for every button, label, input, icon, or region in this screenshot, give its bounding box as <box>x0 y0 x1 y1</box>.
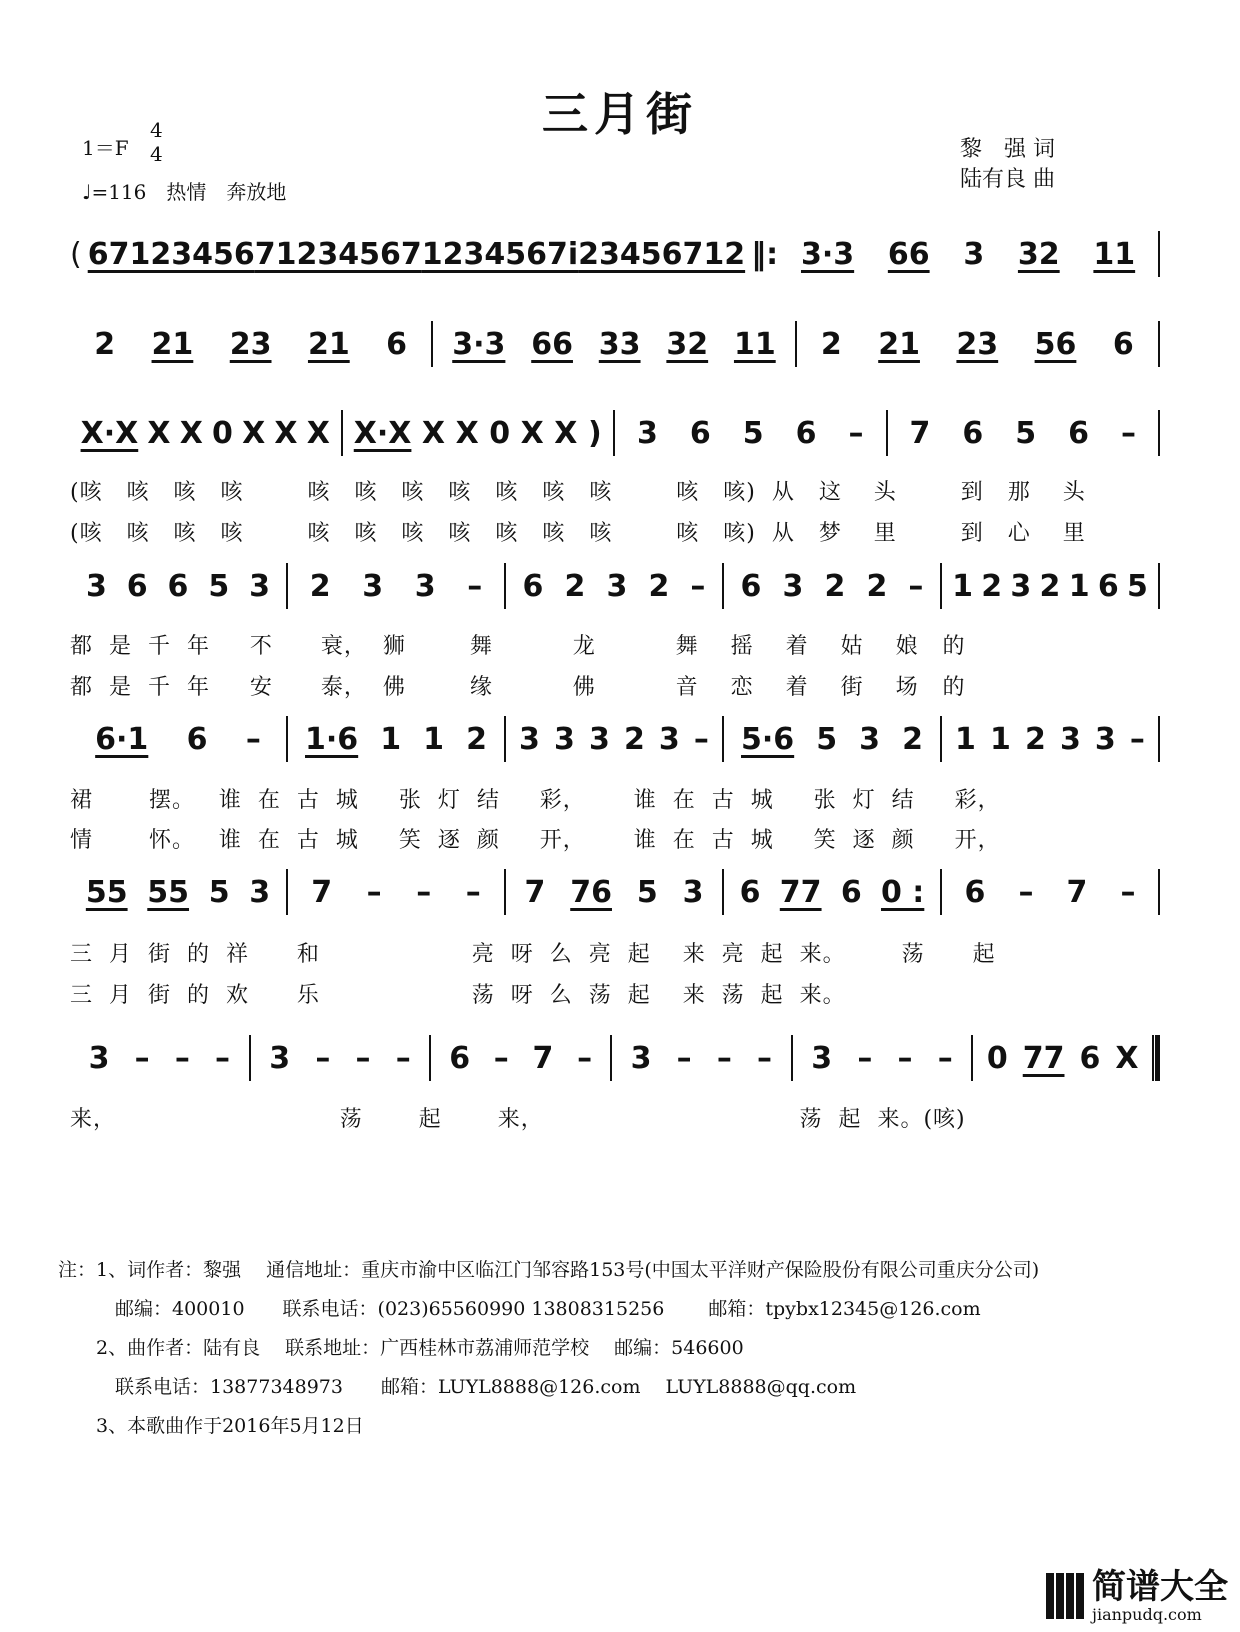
barline <box>1158 716 1160 762</box>
staff-line <box>70 717 1160 761</box>
note: 3 <box>658 721 680 757</box>
note: 6 <box>386 326 408 362</box>
note: 23 <box>229 326 272 362</box>
note: 7 <box>532 1040 554 1076</box>
note: 2 <box>820 326 842 362</box>
note: 1 <box>423 721 445 757</box>
barline <box>1158 410 1160 456</box>
note: 2 <box>866 568 888 604</box>
note: X <box>1115 1040 1139 1076</box>
staff-line <box>70 870 1160 914</box>
note: 3 <box>554 721 575 757</box>
measure <box>778 237 1158 272</box>
note-line: 3、本歌曲作于2016年5月12日 <box>58 1415 364 1437</box>
measure <box>288 722 504 757</box>
note: ) <box>587 415 602 451</box>
site-logo <box>1046 1568 1228 1624</box>
note: 5 <box>1015 415 1037 451</box>
measure <box>70 569 286 604</box>
note: – <box>897 1040 913 1076</box>
note: – <box>577 1040 593 1076</box>
note: 6 <box>840 874 862 910</box>
note: 33 <box>598 326 641 362</box>
lyric-line: 来， 荡 起 来， 荡 起 来。(咳) <box>70 1107 966 1132</box>
note: 6·1 <box>95 721 149 757</box>
note: 3 <box>630 1040 652 1076</box>
measure <box>343 416 614 451</box>
note: 55 <box>147 874 190 910</box>
barline <box>1158 869 1160 915</box>
note: 6 <box>167 568 189 604</box>
note: 1·6 <box>305 721 359 757</box>
note: – <box>1129 721 1145 757</box>
note: 6 <box>1097 568 1119 604</box>
note: 23 <box>956 326 999 362</box>
note: 0 <box>489 415 511 451</box>
note: 1 <box>380 721 402 757</box>
logo-name: 简谱大全 <box>1092 1567 1228 1607</box>
note: 6 <box>1112 326 1134 362</box>
note: 5 <box>208 568 230 604</box>
note: 6 <box>126 568 148 604</box>
note: 2 <box>981 568 1003 604</box>
measure <box>70 875 286 910</box>
note: – <box>1121 415 1136 451</box>
note: 1234567i <box>421 236 579 272</box>
measure <box>506 569 722 604</box>
note: 2 <box>94 326 116 362</box>
note: 66 <box>531 326 573 362</box>
note: – <box>366 874 382 910</box>
note: – <box>716 1040 732 1076</box>
note: 3 <box>1059 721 1081 757</box>
measure <box>724 722 940 757</box>
note: 3 <box>269 1040 291 1076</box>
note: 6 <box>449 1040 471 1076</box>
composer: 陆有良 曲 <box>960 167 1055 192</box>
note-line: 联系电话：13877348973 邮箱：LUYL8888@126.com LUYL8888@qq.com <box>58 1376 857 1398</box>
note: 7 <box>1066 874 1088 910</box>
note: X <box>520 415 544 451</box>
note-line: 注：1、词作者：黎强 通信地址：重庆市渝中区临江门邹容路153号(中国太平洋财产保险股份有限公司重庆分公司) <box>58 1259 1040 1281</box>
note: 6 <box>1068 415 1089 451</box>
lyric-line: 三 月 街 的 欢 乐 荡 呀 么 荡 起 来 荡 起 来。 <box>70 983 846 1008</box>
note: 6 <box>522 568 544 604</box>
note: 0 <box>986 1040 1008 1076</box>
note: 6 <box>962 415 984 451</box>
note: 2 <box>902 721 923 757</box>
measure <box>888 416 1159 451</box>
note: X <box>421 415 446 451</box>
staff-line <box>70 1036 1160 1080</box>
note: 21 <box>307 326 350 362</box>
note: – <box>355 1040 371 1076</box>
note: 6 <box>964 874 986 910</box>
note: X <box>455 415 479 451</box>
measure <box>506 722 722 757</box>
measure <box>942 875 1158 910</box>
measure <box>797 327 1158 362</box>
note: – <box>1120 874 1136 910</box>
note: X <box>242 415 266 451</box>
note: 3 <box>1010 568 1032 604</box>
note: 1 <box>955 721 976 757</box>
note: 3 <box>588 721 610 757</box>
lyric-line: (咳 咳 咳 咳 咳 咳 咳 咳 咳 咳 咳 咳 咳) 从 这 头 到 那 头 <box>70 480 1086 505</box>
note: 3 <box>362 568 384 604</box>
note: 23456712 <box>578 236 746 272</box>
lyricist: 黎 强 词 <box>960 137 1055 162</box>
note: – <box>757 1040 773 1076</box>
staff-line <box>70 411 1160 455</box>
note: 5 <box>742 415 764 451</box>
note: – <box>416 874 432 910</box>
repeat-sign: ‖: <box>751 236 779 272</box>
note: – <box>693 721 709 757</box>
measure <box>724 875 940 910</box>
note: 1 <box>952 568 973 604</box>
lyric-line: 裙 摆。 谁 在 古 城 张 灯 结 彩， 谁 在 古 城 张 灯 结 彩， <box>70 788 1001 813</box>
note: 2 <box>648 568 670 604</box>
note: 0 <box>212 415 233 451</box>
note: – <box>937 1040 953 1076</box>
logo-url: jianpudq.com <box>1092 1605 1202 1624</box>
barline <box>1152 1035 1160 1081</box>
note: 7 <box>524 874 546 910</box>
barline <box>1158 231 1160 277</box>
note: 21 <box>151 326 194 362</box>
note: 6 <box>186 721 208 757</box>
note: 7 <box>909 415 931 451</box>
note: – <box>315 1040 331 1076</box>
measure <box>942 569 1158 604</box>
note: 5 <box>1126 568 1148 604</box>
note: 3 <box>249 568 271 604</box>
note: 5 <box>816 721 838 757</box>
note: – <box>676 1040 692 1076</box>
note: 6 <box>739 874 761 910</box>
quarter-note-icon: ♩ <box>82 180 92 204</box>
staff-line <box>70 322 1160 366</box>
note-line: 邮编：400010 联系电话：(023)65560990 13808315256 邮箱：tpybx12345@126.com <box>58 1298 981 1320</box>
measure <box>82 237 751 272</box>
song-title: 三月街 <box>542 87 698 141</box>
note: 7 <box>311 874 333 910</box>
staff-line <box>70 564 1160 608</box>
piano-keys-icon <box>1046 1573 1084 1619</box>
lyric-line: 都 是 千 年 不 衰， 狮 舞 龙 舞 摇 着 姑 娘 的 <box>70 634 966 659</box>
measure <box>70 416 341 451</box>
note-line: 2、曲作者：陆有良 联系地址：广西桂林市荔浦师范学校 邮编：546600 <box>58 1337 744 1359</box>
expression: 热情 奔放地 <box>166 180 287 204</box>
measure <box>724 569 940 604</box>
note: – <box>395 1040 411 1076</box>
key-signature <box>82 132 129 161</box>
note: 3 <box>519 721 540 757</box>
note: 2 <box>466 721 487 757</box>
note: 11 <box>1093 236 1136 272</box>
note: 6 <box>795 415 817 451</box>
note: 11 <box>733 326 776 362</box>
note: 3 <box>859 721 881 757</box>
note: – <box>908 568 924 604</box>
note: 6 <box>1079 1040 1101 1076</box>
note: X <box>306 415 330 451</box>
note: X·X <box>353 415 412 451</box>
note: 3 <box>963 236 985 272</box>
note: 71234567 <box>254 236 422 272</box>
lyric-line: 都 是 千 年 安 泰， 佛 缘 佛 音 恋 着 街 场 的 <box>70 675 966 700</box>
note: 77 <box>1022 1040 1065 1076</box>
note: 0 : <box>880 874 925 910</box>
note: X <box>179 415 203 451</box>
note: 3 <box>811 1040 833 1076</box>
note: 21 <box>878 326 920 362</box>
note: – <box>215 1040 231 1076</box>
time-signature <box>150 118 163 166</box>
note: 3 <box>1094 721 1116 757</box>
tempo <box>82 176 286 205</box>
lyric-line: (咳 咳 咳 咳 咳 咳 咳 咳 咳 咳 咳 咳 咳) 从 梦 里 到 心 里 <box>70 521 1086 546</box>
note: X <box>147 415 171 451</box>
measure <box>288 569 504 604</box>
note: 3 <box>606 568 628 604</box>
paren: ( <box>70 236 82 272</box>
lyric-line: 情 怀。 谁 在 古 城 笑 逐 颜 开， 谁 在 古 城 笑 逐 颜 开， <box>70 828 1001 853</box>
note: 3 <box>85 568 107 604</box>
note: X·X <box>80 415 139 451</box>
measure <box>70 1041 249 1076</box>
note: – <box>465 874 481 910</box>
measure <box>288 875 504 910</box>
note: 67123456 <box>87 236 255 272</box>
measure <box>251 1041 430 1076</box>
note: 55 <box>85 874 128 910</box>
measure <box>612 1041 791 1076</box>
note: – <box>245 721 261 757</box>
note: 2 <box>824 568 846 604</box>
measure <box>615 416 886 451</box>
note: – <box>134 1040 150 1076</box>
note: X <box>554 415 578 451</box>
note: 1 <box>1068 568 1090 604</box>
note: – <box>174 1040 190 1076</box>
note: 77 <box>779 874 822 910</box>
measure <box>433 327 794 362</box>
measure <box>506 875 722 910</box>
note: – <box>848 415 864 451</box>
note: 76 <box>570 874 612 910</box>
time-top: 4 <box>150 118 163 142</box>
measure <box>70 722 286 757</box>
note: 1 <box>990 721 1011 757</box>
note: X <box>274 415 298 451</box>
note: 3 <box>637 415 658 451</box>
note: 2 <box>1039 568 1061 604</box>
measure <box>431 1041 610 1076</box>
note: 6 <box>689 415 711 451</box>
barline <box>1158 563 1160 609</box>
time-bottom: 4 <box>150 142 163 166</box>
measure <box>70 327 431 362</box>
note: 3·3 <box>452 326 506 362</box>
measure <box>973 1041 1152 1076</box>
note: 2 <box>309 568 331 604</box>
note: 2 <box>1024 721 1046 757</box>
tempo-value: =116 <box>91 180 147 204</box>
note: 6 <box>740 568 762 604</box>
note: 3 <box>414 568 436 604</box>
note: – <box>493 1040 509 1076</box>
staff-line <box>70 232 1160 276</box>
note: 3 <box>782 568 804 604</box>
note: 3 <box>88 1040 110 1076</box>
note: 5 <box>208 874 230 910</box>
barline <box>1158 321 1160 367</box>
measure <box>793 1041 972 1076</box>
note: 3·3 <box>800 236 855 272</box>
note: – <box>1018 874 1034 910</box>
lyric-line: 三 月 街 的 祥 和 亮 呀 么 亮 起 来 亮 起 来。 荡 起 <box>70 942 996 967</box>
note: – <box>690 568 706 604</box>
note: 56 <box>1034 326 1077 362</box>
note: 32 <box>1017 236 1060 272</box>
note: 2 <box>564 568 586 604</box>
note: 2 <box>623 721 645 757</box>
note: – <box>857 1040 873 1076</box>
note: 32 <box>666 326 709 362</box>
note: 3 <box>249 874 271 910</box>
note: – <box>467 568 483 604</box>
note: 66 <box>887 236 930 272</box>
key: 1＝F <box>82 136 129 160</box>
note: 3 <box>682 874 704 910</box>
note: 5·6 <box>741 721 795 757</box>
measure <box>942 722 1158 757</box>
note: 5 <box>636 874 658 910</box>
